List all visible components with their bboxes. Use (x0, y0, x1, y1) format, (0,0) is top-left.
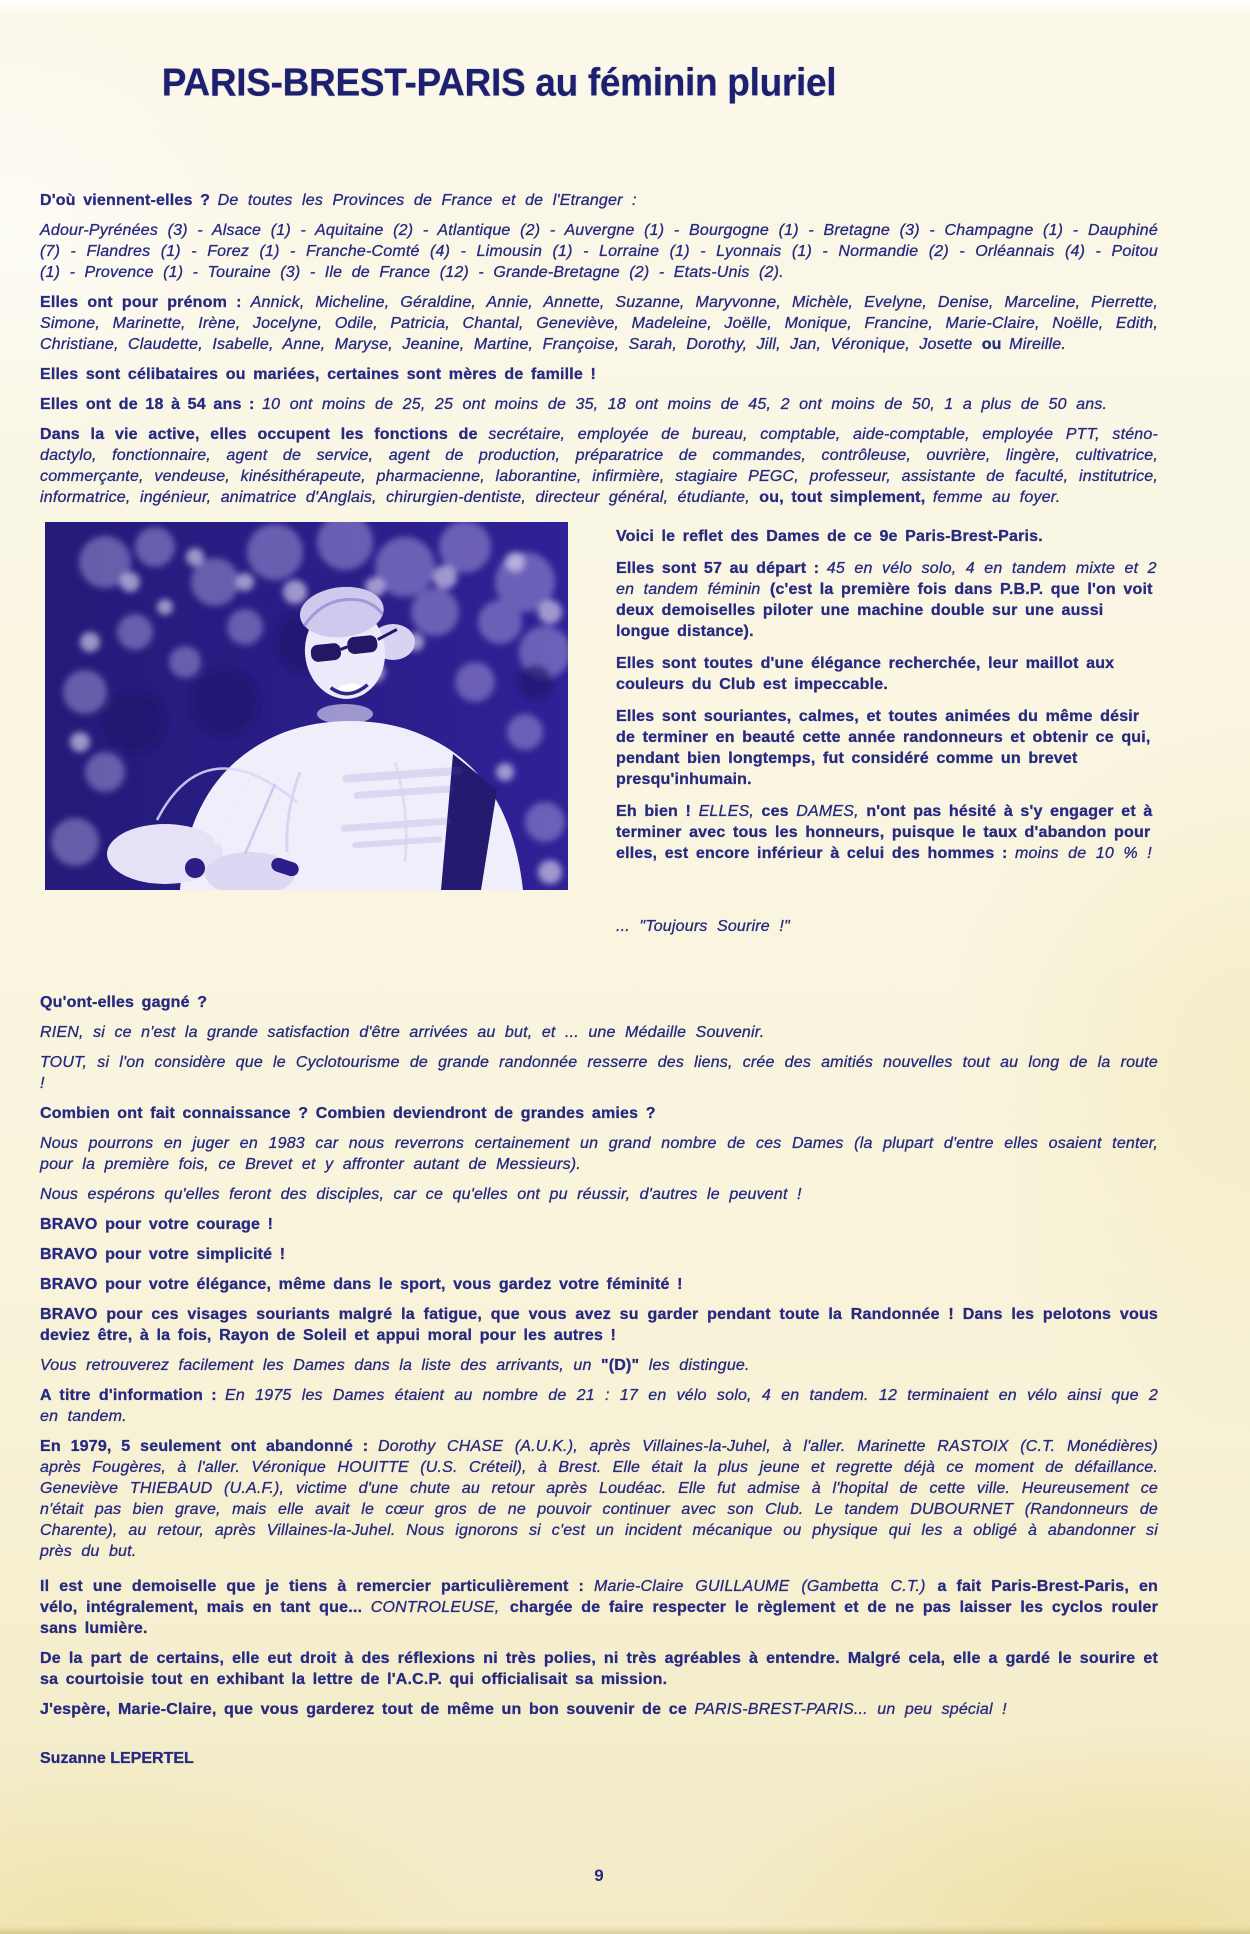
paragraph: BRAVO pour votre élégance, même dans le sport, vous gardez votre féminité ! (40, 1276, 683, 1293)
paragraph: En 1979, 5 seulement ont abandonné : Dorothy CHASE (A.U.K.), après Villaines-la-Juhel, à l'aller. Marinette RASTOIX (C.T. Monédières) après Fougères, à l'aller. Véronique HOUITTE (U.S. Créteil), à Brest. Elle était la plus jeune et regrette déjà ce moment de défaillance. Geneviève THIEBAUD (U.A.F.), victime d'une chute au retour après Loudéac. Elle fut admise à l'hopital de cette ville. Heureusement ce n'était pas bien grave, mais elle avait le cœur gros de ne pouvoir continuer avec son Club. Le tandem DUBOURNET (Randonneurs de Charente), au retour, après Villaines-la-Juhel. Nous ignorons si c'est un incident mécanique ou physique qui les a obligé à abandonner si près du but. (40, 1438, 1158, 1560)
paragraph: Elles sont 57 au départ : 45 en vélo solo, 4 en tandem mixte et 2 en tandem féminin (c'est la première fois dans P.B.P. que l'on voit deux demoiselles piloter une machine double sur une aussi longue distance). (616, 560, 1157, 640)
photo-illustration (45, 522, 568, 890)
paragraph: A titre d'information : En 1975 les Dames étaient au nombre de 21 : 17 en vélo solo, 4 en tandem. 12 terminaient en vélo ainsi que 2 en tandem. (40, 1387, 1158, 1425)
outro-section (40, 992, 1158, 1720)
page-number: 9 (594, 1866, 604, 1885)
paragraph: TOUT, si l'on considère que le Cyclotourisme de grande randonnée resserre des liens, crée des amitiés nouvelles tout au long de la route ! (40, 1054, 1158, 1092)
paragraph: BRAVO pour votre simplicité ! (40, 1246, 286, 1263)
paragraph: Vous retrouverez facilement les Dames dans la liste des arrivants, un "(D)" les distingue. (40, 1357, 750, 1374)
paragraph: Voici le reflet des Dames de ce 9e Paris-Brest-Paris. (616, 528, 1043, 545)
paragraph: De la part de certains, elle eut droit à des réflexions ni très polies, ni très agréables à entendre. Malgré cela, elle a gardé le sourire et sa courtoisie tout en exhibant la lettre de l'A.C.P. qui officialisait sa mission. (40, 1650, 1158, 1688)
paragraph: Elles sont célibataires ou mariées, certaines sont mères de famille ! (40, 366, 597, 383)
paragraph: RIEN, si ce n'est la grande satisfaction d'être arrivées au but, et ... une Médaille Souvenir. (40, 1024, 765, 1041)
paragraph: Nous espérons qu'elles feront des disciples, car ce qu'elles ont pu réussir, d'autres le peuvent ! (40, 1186, 802, 1203)
paragraph: Combien ont fait connaissance ? Combien deviendront de grandes amies ? (40, 1105, 656, 1122)
paragraph: D'où viennent-elles ? De toutes les Provinces de France et de l'Etranger : (40, 192, 637, 209)
paragraph: J'espère, Marie-Claire, que vous garderez tout de même un bon souvenir de ce PARIS-BREST-PARIS... un peu spécial ! (40, 1701, 1007, 1718)
intro-section (40, 190, 1158, 508)
paragraph: Elles ont pour prénom : Annick, Micheline, Géraldine, Annie, Annette, Suzanne, Maryvonne, Michèle, Evelyne, Denise, Marceline, Pierrette, Simone, Marinette, Irène, Jocelyne, Odile, Patricia, Chantal, Geneviève, Madeleine, Joëlle, Monique, Francine, Marie-Claire, Noëlle, Edith, Christiane, Claudette, Isabelle, Anne, Maryse, Jeanine, Martine, Françoise, Sarah, Dorothy, Jill, Jan, Véronique, Josette ou Mireille. (40, 294, 1158, 353)
paragraph: Dans la vie active, elles occupent les fonctions de secrétaire, employée de bureau, comptable, aide-comptable, employée PTT, sténo-dactylo, fonctionnaire, agent de service, agent de production, préparatrice de commandes, contrôleuse, ouvrière, lingère, cultivatrice, commerçante, vendeuse, kinésithérapeute, pharmacienne, laborantine, infirmière, stagiaire PEGC, professeur, assistante de faculté, institutrice, informatrice, ingénieur, animatrice d'Anglais, chirurgien-dentiste, directeur général, étudiante, ou, tout simplement, femme au foyer. (40, 426, 1158, 506)
paragraph: Elles sont souriantes, calmes, et toutes animées du même désir de terminer en beauté cette année randonneurs et obtenir ce qui, pendant bien longtemps, fut considéré comme un brevet presqu'inhumain. (616, 708, 1151, 788)
paragraph: Elles ont de 18 à 54 ans : 10 ont moins de 25, 25 ont moins de 35, 18 ont moins de 45, 2 ont moins de 50, 1 a plus de 50 ans. (40, 396, 1108, 413)
paragraph: Qu'ont-elles gagné ? (40, 994, 208, 1011)
page-title: PARIS-BREST-PARIS au féminin pluriel (161, 60, 837, 104)
paragraph: BRAVO pour votre courage ! (40, 1216, 274, 1233)
paragraph: Eh bien ! ELLES, ces DAMES, n'ont pas hésité à s'y engager et à terminer avec tous les honneurs, puisque le taux d'abandon pour elles, est encore inférieur à celui des hommes : moins de 10 % ! (616, 803, 1153, 862)
paragraph: Nous pourrons en juger en 1983 car nous reverrons certainement un grand nombre de ces Dames (la plupart d'entre elles osaient tenter, pour la première fois, ce Brevet et y affronter autant de Messieurs). (40, 1135, 1158, 1173)
title-row (40, 0, 1158, 104)
paragraph: BRAVO pour ces visages souriants malgré la fatigue, que vous avez su garder pendant toute la Randonnée ! Dans les pelotons vous deviez être, à la fois, Rayon de Soleil et appui moral pour les autres ! (40, 1306, 1158, 1344)
paragraph: Elles sont toutes d'une élégance recherchée, leur maillot aux couleurs du Club est impeccable. (616, 655, 1115, 693)
right-column-section (616, 522, 1158, 948)
paragraph: Adour-Pyrénées (3) - Alsace (1) - Aquitaine (2) - Atlantique (2) - Auvergne (1) - Bourgogne (1) - Bretagne (3) - Champagne (1) - Dauphiné (7) - Flandres (1) - Forez (1) - Franche-Comté (4) - Limousin (1) - Lorraine (1) - Lyonnais (1) - Normandie (2) - Orléannais (4) - Poitou (1) - Provence (1) - Touraine (3) - Ile de France (12) - Grande-Bretagne (2) - Etats-Unis (2). (40, 222, 1158, 281)
paragraph: ... "Toujours Sourire !" (616, 918, 790, 935)
photo-and-column-section (40, 522, 1158, 948)
paragraph: Il est une demoiselle que je tiens à remercier particulièrement : Marie-Claire GUILLAUME (Gambetta C.T.) a fait Paris-Brest-Paris, en vélo, intégralement, mais en tant que... CONTROLEUSE, chargée de faire respecter le règlement et de ne pas laisser les cyclos rouler sans lumière. (40, 1578, 1159, 1637)
photo-woman-cyclist (45, 522, 568, 890)
author-signature: Suzanne LEPERTEL (40, 1750, 194, 1767)
scan-bottom-edge (0, 1926, 1250, 1934)
